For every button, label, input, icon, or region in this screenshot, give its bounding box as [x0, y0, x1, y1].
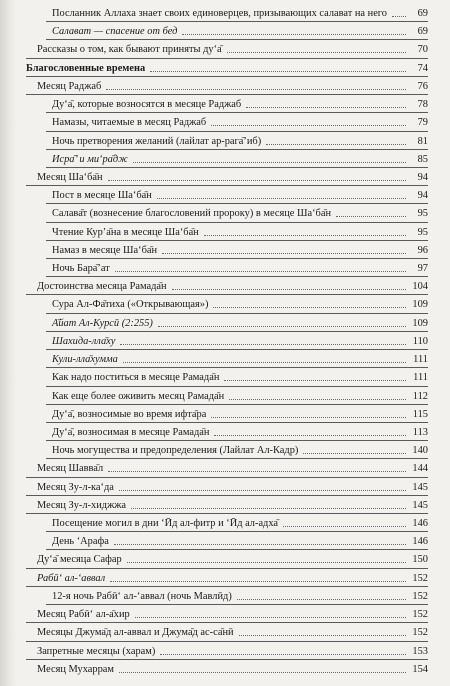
toc-leader-dots — [303, 452, 406, 454]
toc-entry-page: 146 — [412, 518, 428, 530]
toc-entry[interactable] — [52, 22, 428, 38]
toc-entry[interactable] — [37, 660, 428, 676]
toc-section-heading[interactable] — [26, 59, 428, 75]
toc-entry-page: 152 — [412, 572, 428, 584]
toc-entry-title: Ду‘а̄, которые возносятся в месяце Раджаб — [52, 99, 242, 111]
toc-entry[interactable] — [52, 387, 428, 403]
toc-entry-page: 95 — [417, 226, 428, 238]
toc-entry-page: 74 — [417, 62, 428, 74]
toc-entry[interactable] — [52, 186, 428, 202]
row-divider — [46, 531, 428, 532]
toc-entry[interactable] — [52, 132, 428, 148]
toc-leader-dots — [133, 161, 406, 163]
toc-entry-page: 79 — [417, 117, 428, 129]
toc-entry-title: Благословенные времена — [26, 62, 146, 74]
toc-entry-title: Посещение могил в дни ‘Ӣд ал-фитр и ‘Ӣд ал-адха̄ — [52, 518, 279, 530]
toc-entry-title: Месяц Зу-л-хиджжа — [37, 499, 127, 511]
toc-leader-dots — [131, 507, 406, 509]
toc-entry-page: 96 — [417, 244, 428, 256]
toc-entry-title: Месяц Раджаб — [37, 80, 102, 92]
toc-entry-page: 152 — [412, 627, 428, 639]
toc-entry-page: 150 — [412, 554, 428, 566]
toc-leader-dots — [229, 398, 406, 400]
toc-leader-dots — [211, 124, 406, 126]
toc-entry[interactable] — [37, 605, 428, 621]
toc-entry-page: 152 — [412, 590, 428, 602]
toc-leader-dots — [150, 70, 406, 72]
row-divider — [46, 331, 428, 332]
toc-leader-dots — [392, 15, 406, 17]
toc-entry-page: 112 — [412, 390, 428, 402]
toc-leader-dots — [157, 197, 406, 199]
toc-leader-dots — [227, 51, 406, 53]
toc-entry[interactable] — [52, 204, 428, 220]
toc-entry[interactable] — [52, 314, 428, 330]
toc-entry[interactable] — [37, 623, 428, 639]
toc-entry-title: Месяц Мухаррам — [37, 663, 114, 675]
toc-entry-page: 111 — [413, 354, 428, 366]
toc-entry-page: 104 — [412, 281, 428, 293]
toc-leader-dots — [266, 143, 406, 145]
toc-entry-page: 113 — [412, 426, 428, 438]
row-divider — [46, 349, 428, 350]
toc-entry-page: 109 — [412, 299, 428, 311]
toc-entry-page: 76 — [417, 80, 428, 92]
toc-entry[interactable] — [37, 40, 428, 56]
toc-leader-dots — [119, 671, 406, 673]
toc-leader-dots — [224, 379, 406, 381]
toc-entry[interactable] — [52, 223, 428, 239]
toc-leader-dots — [114, 543, 406, 545]
toc-entry[interactable] — [37, 569, 428, 585]
toc-entry-title: Месяц Ша‘ба̄н — [37, 171, 103, 183]
toc-entry-page: 109 — [412, 317, 428, 329]
row-divider — [46, 112, 428, 113]
row-divider — [26, 659, 428, 660]
toc-entry-title: Салава̄т (вознесение благословений пророку) в месяце Ша‘ба̄н — [52, 208, 332, 220]
toc-entry-page: 85 — [417, 153, 428, 165]
toc-entry[interactable] — [37, 77, 428, 93]
toc-entry[interactable] — [37, 168, 428, 184]
row-divider — [46, 149, 428, 150]
row-divider — [26, 94, 428, 95]
toc-entry-page: 140 — [412, 445, 428, 457]
toc-entry-page: 145 — [412, 481, 428, 493]
toc-entry-page: 94 — [417, 190, 428, 202]
toc-entry[interactable] — [52, 441, 428, 457]
toc-entry[interactable] — [52, 113, 428, 129]
row-divider — [46, 404, 428, 405]
toc-entry[interactable] — [37, 459, 428, 475]
toc-entry-title: Рассказы о том, как бывают приняты ду‘а̄ — [37, 44, 222, 56]
row-divider — [46, 21, 428, 22]
row-divider — [46, 222, 428, 223]
toc-leader-dots — [239, 634, 406, 636]
toc-leader-dots — [108, 179, 406, 181]
row-divider — [26, 586, 428, 587]
toc-entry-title: Ночь могущества и предопределения (Лайлат Ал-Кадр) — [52, 445, 299, 457]
toc-entry-title: Как надо поститься в месяце Рамада̄н — [52, 372, 220, 384]
toc-leader-dots — [110, 580, 406, 582]
toc-entry-page: 115 — [412, 408, 428, 420]
toc-entry[interactable] — [52, 95, 428, 111]
toc-entry-title: Кули-лла̄хумма — [52, 354, 118, 366]
toc-entry-title: Как еще более оживить месяц Рамада̄н — [52, 390, 225, 402]
row-divider — [26, 58, 428, 59]
toc-entry[interactable] — [52, 514, 428, 530]
row-divider — [46, 386, 428, 387]
toc-leader-dots — [214, 434, 406, 436]
toc-entry-title: Исра̄’ и ми‘ра̄дж — [52, 153, 128, 165]
toc-entry-title: Шахида-лла̄ху — [52, 335, 116, 347]
toc-leader-dots — [283, 525, 406, 527]
row-divider — [26, 294, 428, 295]
row-divider — [46, 39, 428, 40]
toc-entry[interactable] — [37, 496, 428, 512]
row-divider — [46, 440, 428, 441]
toc-leader-dots — [120, 343, 406, 345]
toc-entry-title: День ‘Арафа — [52, 536, 109, 548]
toc-entry[interactable] — [52, 150, 428, 166]
toc-entry-title: Сура Ал-Фа̄тиха («Открывающая») — [52, 299, 209, 311]
toc-entry-title: Ду‘а̄ месяца Сафар — [37, 554, 122, 566]
toc-leader-dots — [160, 653, 406, 655]
row-divider — [46, 276, 428, 277]
toc-entry[interactable] — [52, 405, 428, 421]
toc-entry-page: 144 — [412, 463, 428, 475]
row-divider — [46, 458, 428, 459]
toc-entry[interactable] — [37, 642, 428, 658]
row-divider — [26, 568, 428, 569]
toc-entry[interactable] — [52, 295, 428, 311]
row-divider — [46, 167, 428, 168]
toc-entry-title: Месяцы Джума̄д ал-аввал и Джума̄д ас-са̄нӣ — [37, 627, 234, 639]
toc-leader-dots — [172, 288, 406, 290]
toc-entry-title: Запретные месяцы (харам) — [37, 645, 156, 657]
row-divider — [46, 549, 428, 550]
toc-entry-title: Пост в месяце Ша‘ба̄н — [52, 190, 152, 202]
toc-entry-page: 78 — [417, 99, 428, 111]
row-divider — [26, 622, 428, 623]
toc-entry-page: 110 — [412, 335, 428, 347]
toc-entry-title: 12-я ночь Рабӣ‘ ал-‘аввал (ночь Мавлӣд) — [52, 590, 232, 602]
toc-entry-page: 81 — [417, 135, 428, 147]
toc-leader-dots — [211, 416, 406, 418]
row-divider — [46, 422, 428, 423]
row-divider — [46, 604, 428, 605]
toc-entry-title: Рабӣ‘ ал-‘аввал — [37, 572, 106, 584]
row-divider — [26, 76, 428, 77]
toc-leader-dots — [162, 252, 406, 254]
toc-entry[interactable] — [37, 478, 428, 494]
toc-entry-title: Ночь Бара̄’ат — [52, 263, 110, 275]
toc-entry[interactable] — [52, 350, 428, 366]
toc-leader-dots — [336, 215, 406, 217]
row-divider — [46, 240, 428, 241]
toc-entry-title: А̄йат Ал-Курсӣ (2:255) — [52, 317, 153, 329]
toc-entry-page: 69 — [417, 26, 428, 38]
row-divider — [46, 258, 428, 259]
toc-entry[interactable] — [52, 332, 428, 348]
row-divider — [46, 131, 428, 132]
toc-entry-page: 97 — [417, 263, 428, 275]
toc-entry-page: 94 — [417, 171, 428, 183]
row-divider — [26, 185, 428, 186]
toc-entry-title: Месяц Шавва̄л — [37, 463, 104, 475]
toc-entry[interactable] — [52, 368, 428, 384]
toc-entry[interactable] — [52, 259, 428, 275]
toc-leader-dots — [158, 325, 406, 327]
toc-entry-title: Достоинства месяца Рамада̄н — [37, 281, 167, 293]
toc-leader-dots — [237, 598, 406, 600]
toc-entry-title: Ночь претворения желаний (лайлат ар-рага̄’иб) — [52, 135, 262, 147]
toc-entry-page: 95 — [417, 208, 428, 220]
toc-entry-page: 146 — [412, 536, 428, 548]
row-divider — [46, 203, 428, 204]
toc-leader-dots — [213, 306, 406, 308]
toc-entry[interactable] — [37, 550, 428, 566]
toc-leader-dots — [204, 234, 406, 236]
toc-entry-title: Намаз в месяце Ша‘ба̄н — [52, 244, 158, 256]
row-divider — [26, 513, 428, 514]
toc-leader-dots — [108, 470, 406, 472]
toc-leader-dots — [119, 489, 406, 491]
toc-leader-dots — [115, 270, 406, 272]
toc-entry[interactable] — [37, 277, 428, 293]
row-divider — [46, 313, 428, 314]
toc-entry[interactable] — [52, 423, 428, 439]
toc-leader-dots — [123, 361, 406, 363]
toc-entry-page: 70 — [417, 44, 428, 56]
toc-entry[interactable] — [52, 532, 428, 548]
toc-entry-title: Месяц Зу-л-ка‘да — [37, 481, 114, 493]
toc-entry-page: 111 — [413, 372, 428, 384]
toc-leader-dots — [106, 88, 406, 90]
row-divider — [26, 641, 428, 642]
toc-entry-title: Ду‘а̄, возносимые во время ифта̄ра — [52, 408, 207, 420]
toc-entry-page: 69 — [417, 8, 428, 19]
toc-entry-title: Посланник Аллаха знает своих единоверцев, призывающих салават на него — [52, 8, 388, 19]
toc-leader-dots — [127, 561, 406, 563]
toc-leader-dots — [135, 616, 406, 618]
toc-entry[interactable] — [52, 241, 428, 257]
toc-leader-dots — [182, 33, 406, 35]
toc-entry-page: 153 — [412, 645, 428, 657]
toc-entry-page: 145 — [412, 499, 428, 511]
row-divider — [46, 367, 428, 368]
toc-entry-title: Месяц Рабӣ‘ ал-а̄хир — [37, 609, 130, 621]
toc-entry-title: Ду‘а̄, возносимая в месяце Рамада̄н — [52, 426, 210, 438]
toc-entry-title: Салават — спасение от бед — [52, 26, 178, 38]
row-divider — [26, 495, 428, 496]
toc-entry[interactable] — [52, 587, 428, 603]
toc-entry-title: Чтение Кур’а̄на в месяце Ша‘ба̄н — [52, 226, 199, 238]
toc-leader-dots — [246, 106, 406, 108]
toc-entry-page: 152 — [412, 609, 428, 621]
toc-entry-title: Намазы, читаемые в месяц Раджаб — [52, 117, 207, 129]
toc-entry-page: 154 — [412, 663, 428, 675]
row-divider — [26, 477, 428, 478]
toc-entry[interactable] — [52, 4, 428, 20]
